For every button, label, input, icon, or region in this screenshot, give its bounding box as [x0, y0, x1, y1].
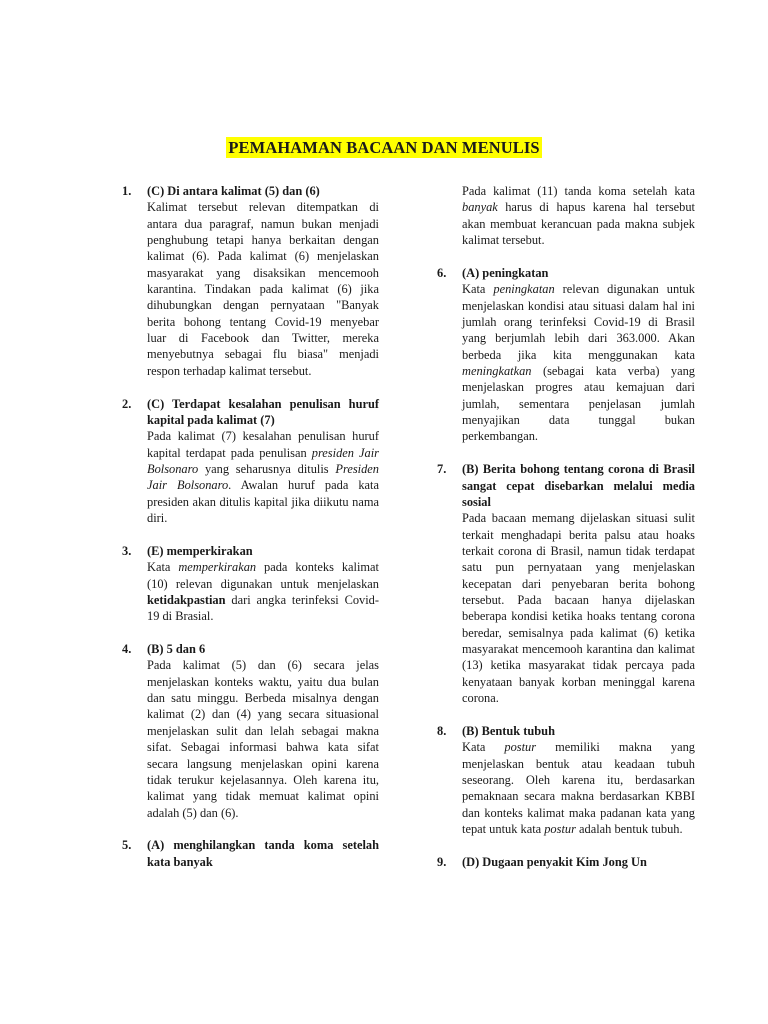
answer-explanation: Kalimat tersebut relevan ditempatkan di antara dua paragraf, namun bukan menjadi penghubung tetapi hanya berkaitan dengan kalimat (6). Pada kalimat (6) menjelaskan masyarakat yang disaksikan mencemooh karantina. Tindakan pada kalimat (6) jika dihubungkan dengan pernyataan "Banyak berita bohong tentang Covid-19 menyebar luar di Facebook dan Twitter, mereka menyebutnya sebagai flu biasa" menjadi respon terhadap kalimat tersebut.: [147, 200, 379, 378]
answer-item-7: [437, 461, 695, 706]
answer-item-3: [122, 543, 379, 625]
answer-item-6: [437, 265, 695, 445]
page-title: PEMAHAMAN BACAAN DAN MENULIS: [228, 138, 540, 157]
answer-number: 3.: [122, 543, 132, 558]
answer-explanation: Kata memperkirakan pada konteks kalimat (10) relevan digunakan untuk menjelaskan ketidakpastian dari angka terinfeksi Covid-19 di Brasial.: [147, 560, 379, 624]
answer-item-2: [122, 396, 379, 527]
answer-explanation: Pada bacaan memang dijelaskan situasi sulit terkait menghadapi berita palsu atau hoaks terkait corona di Brasil, namun tidak terdapat satu pun pernyataan yang menjelaskan kecepatan dari penyebaran berita bohong tersebut. Pada bacaan hanya dijelaskan beberapa kondisi ketika hoaks tentang corona beredar, semisalnya pada kalimat (6) ketika masyarakat mencemooh karantina dan kalimat (13) ketika masyarakat tidak percaya pada kenyataan banyak korban meninggal karena corona.: [462, 511, 695, 705]
answer-heading: (B) Berita bohong tentang corona di Brasil sangat cepat disebarkan melalui media sosial: [462, 462, 695, 509]
answer-item-9: [437, 854, 695, 870]
answer-number: 6.: [437, 265, 447, 280]
answer-item-8: [437, 723, 695, 837]
answer-item-4: [122, 641, 379, 821]
answer-number: 8.: [437, 723, 447, 738]
left-column: [122, 183, 379, 887]
answer-heading: (B) 5 dan 6: [147, 642, 206, 657]
answer-number: 5.: [122, 838, 132, 853]
answer-number: 4.: [122, 642, 132, 657]
answer-explanation: Pada kalimat (5) dan (6) secara jelas menjelaskan konteks waktu, yaitu dua bulan dan satu minggu. Berbeda misalnya dengan kalimat (2) dan (4) yang secara situasional menjelaskan sulit dan lelah sebagai makna sifat. Sebagai informasi bahwa kata sifat secara langsung menjelaskan opini karena tidak terukur kejelasannya. Oleh karena itu, kalimat yang tidak memuat kalimat opini adalah (5) dan (6).: [147, 658, 379, 820]
answer-heading: (D) Dugaan penyakit Kim Jong Un: [462, 854, 647, 869]
answer-heading: (B) Bentuk tubuh: [462, 723, 555, 738]
answer-number: 7.: [437, 462, 447, 477]
page-title-wrap: [0, 138, 768, 158]
answer-heading: (A) menghilangkan tanda koma setelah kata banyak: [147, 838, 379, 869]
answer-heading: (A) peningkatan: [462, 265, 549, 280]
answer-explanation: Kata peningkatan relevan digunakan untuk menjelaskan kondisi atau situasi dalam hal ini jumlah orang terinfeksi Covid-19 di Brasil yang berjumlah lebih dari 363.000. Akan berbeda jika kita menggunakan kata meningkatkan (sebagai kata verba) yang menjelaskan progres atau kemajuan dari jumlah, sementara penjelasan jumlah menyajikan data tunggal bukan perkembangan.: [462, 282, 695, 444]
answer-explanation: Pada kalimat (7) kesalahan penulisan huruf kapital terdapat pada penulisan presiden Jair Bolsonaro yang seharusnya ditulis Presiden Jair Bolsonaro. Awalan huruf pada kata presiden akan ditulis kapital jika diikutu nama diri.: [147, 429, 379, 526]
right-column: [437, 183, 695, 887]
answer-5-explanation: Pada kalimat (11) tanda koma setelah kata banyak harus di hapus karena hal tersebut akan membuat kerancuan pada makna subjek kalimat tersebut.: [462, 184, 695, 248]
answer-heading: (C) Terdapat kesalahan penulisan huruf kapital pada kalimat (7): [147, 396, 379, 427]
answer-item-1: [122, 183, 379, 379]
answer-heading: (C) Di antara kalimat (5) dan (6): [147, 184, 320, 198]
answer-heading: (E) memperkirakan: [147, 543, 253, 558]
answer-item-5: [122, 837, 379, 870]
answer-number: 9.: [437, 854, 447, 869]
answer-number: 1.: [122, 184, 132, 198]
answer-number: 2.: [122, 396, 132, 411]
answer-explanation: Kata postur memiliki makna yang menjelaskan bentuk atau keadaan tubuh seseorang. Oleh karena itu, berdasarkan pemaknaan secara makna berdasarkan KBBI dan konteks kalimat maka padanan kata yang tepat untuk kata postur adalah bentuk tubuh.: [462, 740, 695, 836]
